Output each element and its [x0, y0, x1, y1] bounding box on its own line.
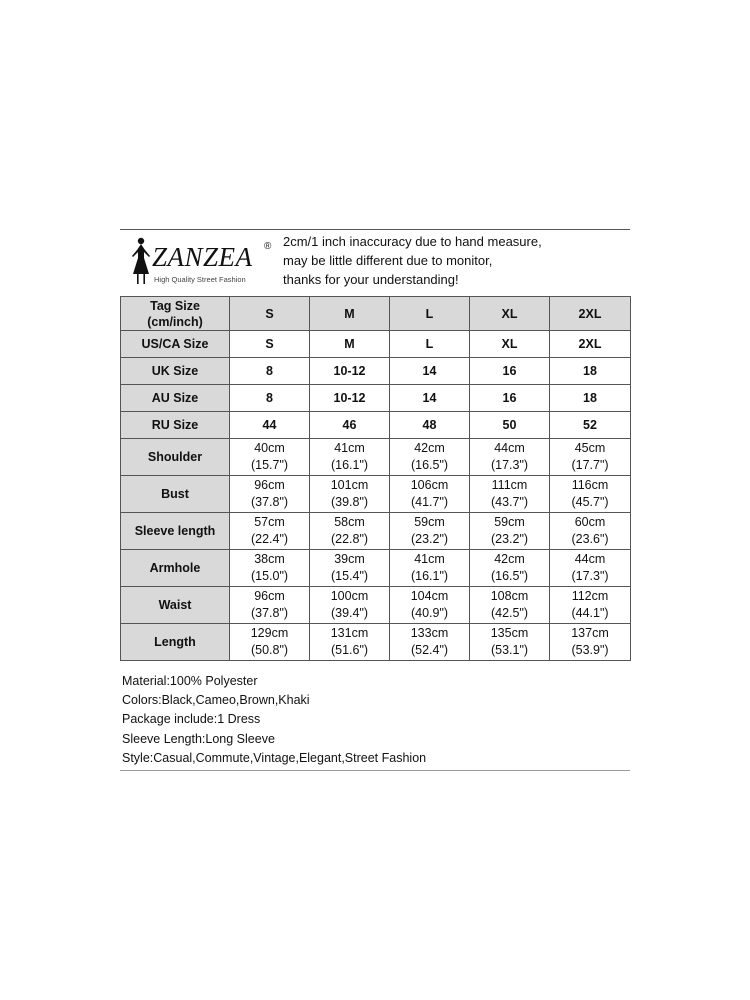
model-silhouette-icon [128, 236, 154, 286]
measurement-inch: (41.7") [410, 495, 449, 509]
measurement-cm: 59cm [414, 515, 445, 529]
chart-header [120, 229, 630, 296]
measurement-cm: 137cm [571, 626, 609, 640]
row-label: Waist [121, 587, 230, 624]
size-value-cell: 46 [310, 412, 390, 439]
measurement-cm: 44cm [494, 441, 525, 455]
measurement-cm: 116cm [571, 478, 609, 492]
measurement-cell [390, 439, 470, 476]
tag-size-label [121, 297, 230, 331]
measurement-cm: 44cm [574, 552, 606, 566]
brand-logo [124, 234, 274, 290]
measurement-cell [470, 513, 550, 550]
measurement-cell [390, 587, 470, 624]
measurement-row [121, 587, 631, 624]
measurement-inch: (23.2") [410, 532, 449, 546]
row-label: AU Size [121, 385, 230, 412]
product-details [122, 672, 630, 768]
measurement-inch: (53.1") [490, 643, 529, 657]
measurement-cell [550, 550, 631, 587]
size-value-cell: 52 [550, 412, 631, 439]
row-label: Armhole [121, 550, 230, 587]
measurement-cell [470, 476, 550, 513]
measurement-inch: (39.8") [330, 495, 369, 509]
measurement-cell [230, 550, 310, 587]
measurement-cm: 133cm [410, 626, 449, 640]
measurement-inch: (16.1") [410, 569, 449, 583]
row-label: RU Size [121, 412, 230, 439]
measurement-cell [230, 624, 310, 661]
tag-size-label-line1: Tag Size [150, 298, 200, 313]
size-value-cell: L [390, 331, 470, 358]
size-value-cell: 8 [230, 385, 310, 412]
registered-mark: ® [264, 241, 272, 252]
size-table [120, 296, 631, 661]
measurement-cell [470, 587, 550, 624]
measurement-cm: 60cm [574, 515, 606, 529]
measurement-cm: 41cm [414, 552, 445, 566]
measurement-row [121, 439, 631, 476]
measurement-inch: (15.4") [330, 569, 369, 583]
measurement-row [121, 476, 631, 513]
tag-size-row [121, 297, 631, 331]
measurement-inch: (40.9") [410, 606, 449, 620]
row-label: Bust [121, 476, 230, 513]
measurement-inch: (50.8") [250, 643, 289, 657]
measurement-inch: (15.0") [250, 569, 289, 583]
size-value-cell: 18 [550, 358, 631, 385]
measurement-cell [230, 513, 310, 550]
row-label: Length [121, 624, 230, 661]
measurement-cm: 135cm [490, 626, 529, 640]
measurement-cm: 100cm [330, 589, 369, 603]
measurement-row [121, 624, 631, 661]
measurement-inch: (22.8") [330, 532, 369, 546]
measurement-inch: (23.6") [571, 532, 609, 546]
measurement-cm: 41cm [334, 441, 365, 455]
measurement-cell [550, 624, 631, 661]
measurement-cell [550, 513, 631, 550]
size-system-row [121, 385, 631, 412]
size-value-cell: 50 [470, 412, 550, 439]
measurement-cell [470, 624, 550, 661]
measurement-cell [310, 513, 390, 550]
size-header-cell: XL [470, 297, 550, 331]
measurement-inch: (37.8") [250, 606, 289, 620]
measurement-cm: 108cm [490, 589, 529, 603]
measurement-inch: (53.9") [571, 643, 609, 657]
measurement-cell [390, 476, 470, 513]
size-value-cell: 2XL [550, 331, 631, 358]
size-value-cell: 16 [470, 358, 550, 385]
size-header-cell: S [230, 297, 310, 331]
measurement-cell [230, 587, 310, 624]
measurement-cm: 40cm [254, 441, 285, 455]
measurement-cell [390, 513, 470, 550]
tag-size-label-line2: (cm/inch) [147, 314, 203, 329]
measurement-cm: 104cm [410, 589, 449, 603]
measurement-cell [310, 476, 390, 513]
measurement-row [121, 513, 631, 550]
size-system-row [121, 412, 631, 439]
measurement-cm: 58cm [334, 515, 365, 529]
measurement-notes [283, 232, 628, 289]
size-header-cell: 2XL [550, 297, 631, 331]
measurement-inch: (15.7") [250, 458, 289, 472]
measurement-cell [230, 439, 310, 476]
measurement-inch: (16.1") [330, 458, 369, 472]
size-value-cell: XL [470, 331, 550, 358]
measurement-cell [550, 476, 631, 513]
size-chart-sheet [120, 229, 630, 771]
size-value-cell: 10-12 [310, 385, 390, 412]
detail-package: Package include:1 Dress [122, 712, 261, 727]
size-system-row [121, 358, 631, 385]
row-label: Shoulder [121, 439, 230, 476]
measurement-cm: 45cm [574, 441, 606, 455]
measurement-cm: 57cm [254, 515, 285, 529]
measurement-cm: 96cm [254, 478, 285, 492]
measurement-cell [310, 624, 390, 661]
measurement-cm: 42cm [494, 552, 525, 566]
measurement-inch: (16.5") [490, 569, 529, 583]
detail-style: Style:Casual,Commute,Vintage,Elegant,Street Fashion [122, 750, 427, 765]
measurement-inch: (51.6") [330, 643, 369, 657]
measurement-cm: 38cm [254, 552, 285, 566]
size-value-cell: 44 [230, 412, 310, 439]
measurement-inch: (17.3") [571, 569, 609, 583]
measurement-inch: (45.7") [571, 495, 609, 509]
measurement-inch: (22.4") [250, 532, 289, 546]
bottom-border [120, 770, 630, 771]
measurement-inch: (42.5") [490, 606, 529, 620]
measurement-cm: 112cm [571, 589, 609, 603]
size-value-cell: 18 [550, 385, 631, 412]
size-system-row [121, 331, 631, 358]
measurement-inch: (43.7") [490, 495, 529, 509]
detail-sleeve-length: Sleeve Length:Long Sleeve [122, 731, 275, 746]
measurement-cell [550, 439, 631, 476]
measurement-cell [230, 476, 310, 513]
measurement-inch: (37.8") [250, 495, 289, 509]
measurement-cell [310, 587, 390, 624]
measurement-cm: 39cm [334, 552, 365, 566]
measurement-inch: (39.4") [330, 606, 369, 620]
measurement-cm: 111cm [491, 478, 528, 492]
measurement-inch: (44.1") [571, 606, 609, 620]
measurement-cm: 131cm [330, 626, 369, 640]
size-value-cell: M [310, 331, 390, 358]
measurement-cm: 96cm [254, 589, 285, 603]
size-value-cell: 48 [390, 412, 470, 439]
size-value-cell: 14 [390, 385, 470, 412]
brand-name: ZANZEA [152, 242, 253, 272]
measurement-inch: (23.2") [490, 532, 529, 546]
row-label: UK Size [121, 358, 230, 385]
row-label: Sleeve length [121, 513, 230, 550]
size-value-cell: 16 [470, 385, 550, 412]
size-value-cell: 14 [390, 358, 470, 385]
measurement-inch: (16.5") [410, 458, 449, 472]
measurement-cm: 106cm [410, 478, 449, 492]
detail-colors: Colors:Black,Cameo,Brown,Khaki [122, 693, 310, 708]
measurement-cell [390, 550, 470, 587]
measurement-cell [550, 587, 631, 624]
size-value-cell: S [230, 331, 310, 358]
size-value-cell: 10-12 [310, 358, 390, 385]
measurement-cm: 129cm [250, 626, 289, 640]
note-line: may be little different due to monitor, [283, 253, 493, 268]
size-header-cell: M [310, 297, 390, 331]
measurement-cm: 101cm [330, 478, 369, 492]
measurement-inch: (17.7") [571, 458, 609, 472]
measurement-cm: 42cm [414, 441, 445, 455]
note-line: thanks for your understanding! [283, 272, 459, 287]
detail-material: Material:100% Polyester [122, 674, 258, 688]
measurement-row [121, 550, 631, 587]
measurement-inch: (52.4") [410, 643, 449, 657]
measurement-cm: 59cm [494, 515, 525, 529]
measurement-inch: (17.3") [490, 458, 529, 472]
note-line: 2cm/1 inch inaccuracy due to hand measure, [283, 234, 542, 249]
measurement-cell [470, 439, 550, 476]
size-header-cell: L [390, 297, 470, 331]
measurement-cell [470, 550, 550, 587]
row-label: US/CA Size [121, 331, 230, 358]
size-value-cell: 8 [230, 358, 310, 385]
measurement-cell [390, 624, 470, 661]
measurement-cell [310, 550, 390, 587]
brand-tagline: High Quality Street Fashion [154, 275, 246, 284]
measurement-cell [310, 439, 390, 476]
